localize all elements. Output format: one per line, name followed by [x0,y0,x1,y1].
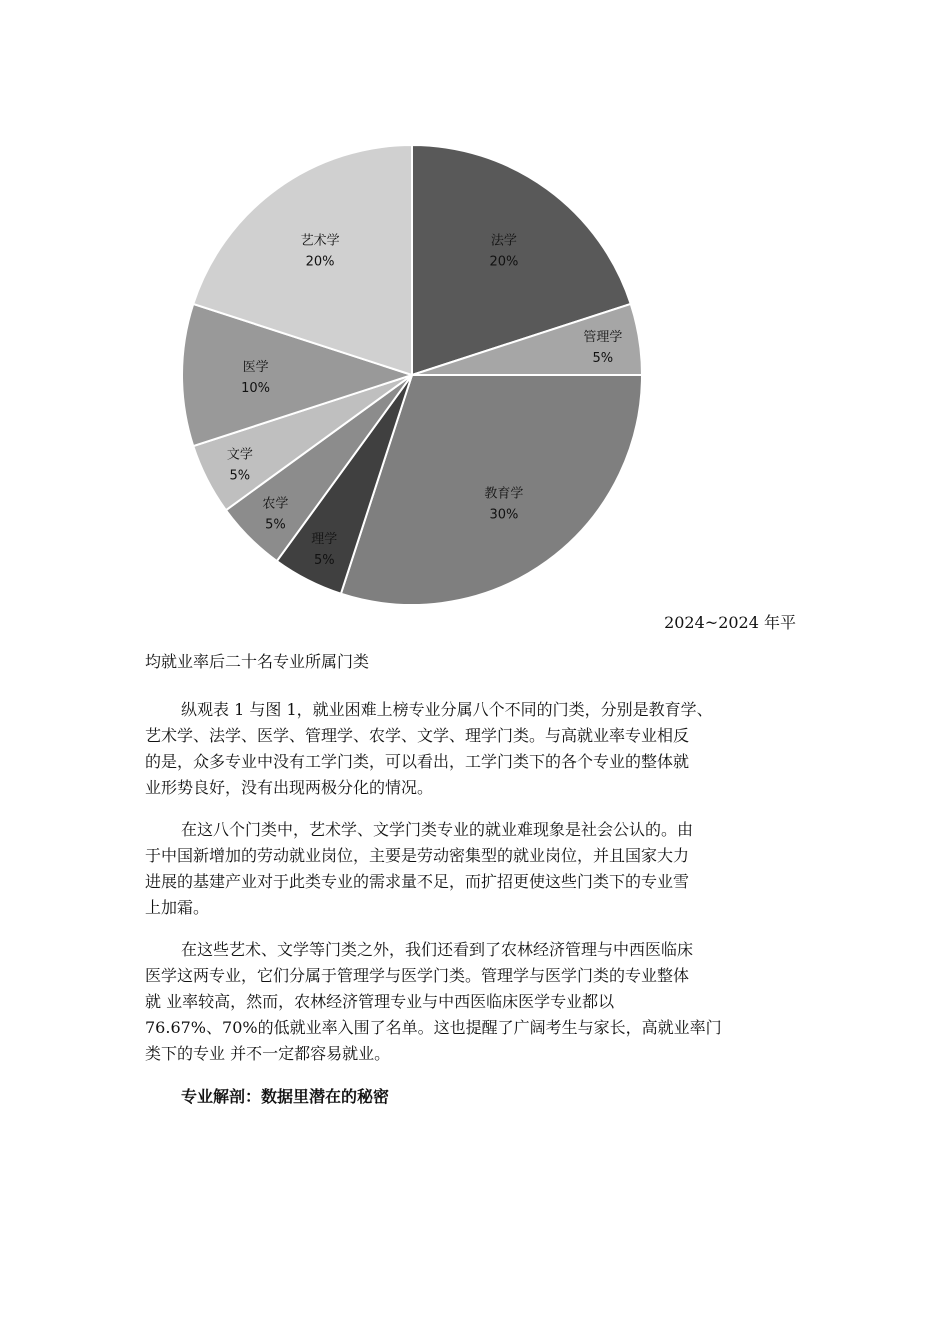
slice-percent-label: 5% [265,517,286,533]
paragraph-2 [145,817,807,921]
paragraph-line: 的是，众多专业中没有工学门类，可以看出，工学门类下的各个专业的整体就 [145,752,690,771]
paragraph-1 [145,697,807,801]
slice-percent-label: 20% [489,254,519,270]
section-heading: 专业解剖：数据里潜在的秘密 [181,1087,390,1106]
paragraph-line: 在这八个门类中，艺术学、文学门类专业的就业难现象是社会公认的。由 [181,820,694,839]
paragraph-line: 进展的基建产业对于此类专业的需求量不足，而扩招更使这些门类下的专业雪 [145,872,690,891]
paragraph-line: 76.67%、70%的低就业率入围了名单。这也提醒了广阔考生与家长，高就业率门 [145,1018,722,1037]
slice-percent-label: 30% [489,507,519,523]
pie-chart [0,0,950,620]
slice-label: 农学 [262,496,289,512]
slice-percent-label: 5% [313,553,335,569]
paragraph-line: 在这些艺术、文学等门类之外，我们还看到了农林经济管理与中西医临床 [181,940,694,959]
slice-label: 理学 [311,532,338,548]
slice-label: 医学 [242,360,269,375]
slice-percent-label: 10% [241,381,271,396]
slice-label: 艺术学 [300,233,340,249]
slice-label: 教育学 [484,486,524,502]
paragraph-line: 业形势良好，没有出现两极分化的情况。 [145,778,434,797]
paragraph-line: 于中国新增加的劳动就业岗位，主要是劳动密集型的就业岗位，并且国家大力 [145,846,690,865]
figure-caption-line1: 2024~2024 年平 [664,613,796,632]
figure-caption-line2: 均就业率后二十名专业所属门类 [145,652,370,671]
paragraph-3 [145,937,807,1067]
paragraph-line: 就 业率较高，然而，农林经济管理专业与中西医临床医学专业都以 [145,992,615,1011]
slice-percent-label: 5% [229,468,251,484]
paragraph-line: 类下的专业 并不一定都容易就业。 [145,1044,391,1063]
slice-label: 文学 [226,447,253,463]
paragraph-line: 医学这两专业，它们分属于管理学与医学门类。管理学与医学门类的专业整体 [145,966,690,985]
paragraph-line: 艺术学、法学、医学、管理学、农学、文学、理学门类。与高就业率专业相反 [145,726,690,745]
slice-label: 管理学 [583,329,623,345]
slice-percent-label: 20% [305,254,335,270]
paragraph-line: 上加霜。 [145,898,210,917]
slice-percent-label: 5% [592,350,614,366]
paragraph-line: 纵观表 1 与图 1，就业困难上榜专业分属八个不同的门类，分别是教育学、 [181,700,713,719]
slice-label: 法学 [490,233,517,249]
